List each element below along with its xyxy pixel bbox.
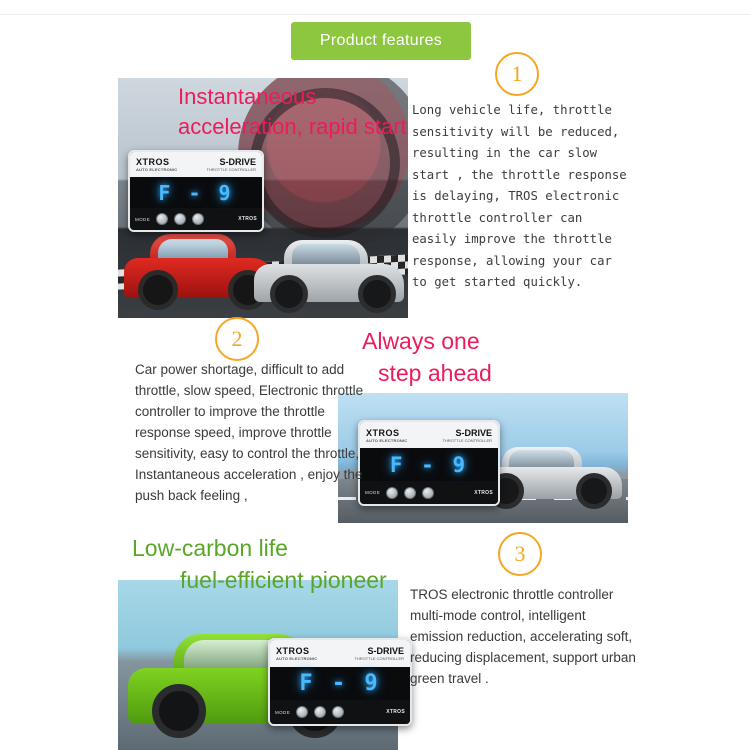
section-1-heading-line1: Instantaneous: [178, 84, 317, 109]
device-1-screen: [130, 177, 262, 208]
device-3-display-value: F - 9: [299, 671, 381, 697]
device-3-logo: XTROS: [386, 709, 405, 716]
device-2-brand-subtitle: AUTO ELECTRONIC: [366, 437, 408, 443]
step-number-3: 3: [498, 532, 542, 576]
throttle-controller-device-3: [268, 638, 412, 726]
device-1-button-down[interactable]: [174, 213, 186, 225]
section-2-body-text: Car power shortage, difficult to add throttle, slow speed, Electronic throttle controller to improve the throttle response speed, improve throttle sensitivity, easy to control the throttle, Instantaneous acceleration , enjoy the push back feeling ,: [135, 362, 364, 503]
device-2-logo: XTROS: [474, 489, 493, 496]
red-car-image: [124, 234, 274, 312]
device-2-mode-label: MODE: [365, 490, 381, 495]
feature-section-1: [0, 61, 750, 320]
banner-title: Product features: [319, 32, 443, 49]
section-2-heading-line2: step ahead: [378, 360, 492, 386]
red-car-wheel-front: [138, 270, 178, 310]
device-2-button-mode[interactable]: [386, 487, 398, 499]
section-1-body-text: Long vehicle life, throttle sensitivity will be reduced, resulting in the car slow start , the throttle response is delaying, TROS electronic throttle controller can easily improve the throttle response, allowing your car to get started quickly.: [412, 103, 627, 289]
silver-car-window: [292, 244, 360, 264]
device-3-button-down[interactable]: [314, 706, 326, 718]
silver-car-wheel-front: [270, 275, 308, 313]
device-1-brand-subtitle: AUTO ELECTRONIC: [136, 166, 178, 172]
section-2-heading-line1: Always one: [362, 328, 480, 354]
device-3-model-subtitle: THROTTLE CONTROLLER: [354, 655, 404, 661]
throttle-controller-device-1: [128, 150, 264, 232]
section-3-heading-line2: fuel-efficient pioneer: [180, 567, 387, 593]
step-number-1: 1: [495, 52, 539, 96]
section-1-heading: [178, 82, 428, 142]
device-3-brand: XTROS AUTO ELECTRONIC: [276, 645, 318, 661]
device-1-header: [130, 152, 262, 177]
device-3-button-mode[interactable]: [296, 706, 308, 718]
section-2-heading: [362, 325, 622, 389]
product-features-banner: [291, 22, 471, 60]
section-1-heading-line2: acceleration, rapid start: [178, 114, 407, 139]
feature-section-3: [0, 528, 750, 750]
step-number-2: 2: [215, 317, 259, 361]
device-2-screen: [360, 448, 498, 481]
grey-car-wheel-rear: [576, 473, 612, 509]
device-1-brand: XTROS AUTO ELECTRONIC: [136, 156, 178, 172]
device-1-mode-label: MODE: [135, 216, 151, 222]
device-2-model: S-DRIVE THROTTLE CONTROLLER: [442, 427, 492, 443]
device-1-button-mode[interactable]: [156, 213, 168, 225]
silver-car-image: [254, 240, 404, 314]
device-3-controls: [270, 700, 410, 724]
device-2-header: [360, 422, 498, 448]
device-1-model: S-DRIVE THROTTLE CONTROLLER: [206, 156, 256, 172]
device-3-screen: [270, 667, 410, 701]
device-2-model-subtitle: THROTTLE CONTROLLER: [442, 437, 492, 443]
section-3-body-text: TROS electronic throttle controller multi-mode control, intelligent emission reduction, accelerating soft, reducing displacement, support urban green travel .: [410, 587, 636, 686]
red-car-window: [158, 239, 228, 260]
throttle-controller-device-2: [358, 420, 500, 506]
device-1-controls: [130, 208, 262, 230]
device-3-button-up[interactable]: [332, 706, 344, 718]
grey-car-window: [509, 450, 574, 468]
section-3-heading-line1: Low-carbon life: [132, 535, 288, 561]
device-1-button-up[interactable]: [192, 213, 204, 225]
device-3-mode-label: MODE: [275, 709, 291, 715]
green-car-wheel-front: [152, 684, 206, 738]
device-1-model-subtitle: THROTTLE CONTROLLER: [206, 166, 256, 172]
device-2-controls: [360, 481, 498, 504]
device-2-button-down[interactable]: [404, 487, 416, 499]
device-3-brand-subtitle: AUTO ELECTRONIC: [276, 655, 318, 661]
silver-car-wheel-rear: [358, 275, 396, 313]
top-white-strip: [0, 0, 750, 15]
feature-section-2: [0, 325, 750, 525]
device-3-header: [270, 640, 410, 667]
device-2-button-up[interactable]: [422, 487, 434, 499]
device-1-logo: XTROS: [238, 216, 257, 223]
device-2-brand: XTROS AUTO ELECTRONIC: [366, 427, 408, 443]
device-3-model: S-DRIVE THROTTLE CONTROLLER: [354, 645, 404, 661]
device-1-display-value: F - 9: [158, 180, 234, 205]
device-2-display-value: F - 9: [389, 452, 469, 477]
